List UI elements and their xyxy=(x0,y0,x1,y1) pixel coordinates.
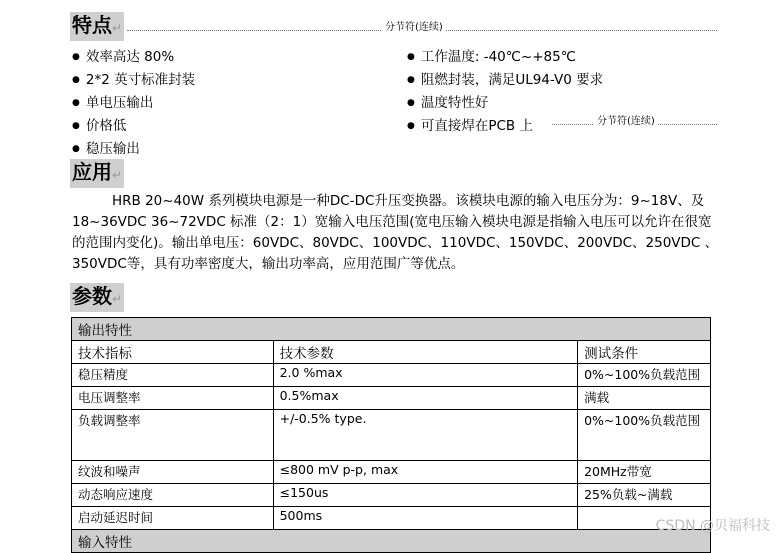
list-item: ● 温度特性好 xyxy=(407,93,603,116)
section-break-label: 分节符(连续) xyxy=(382,18,446,33)
table-cell: 输出特性 xyxy=(72,318,711,341)
table-row xyxy=(72,484,711,507)
table-cell: 0%~100%负载范围 xyxy=(578,364,711,387)
paragraph-mark-icon: ↵ xyxy=(112,292,123,306)
features-heading-text: 特点 xyxy=(72,13,112,37)
table-cell: ≤150us xyxy=(273,484,577,507)
list-item: ● 效率高达 80% xyxy=(72,47,195,70)
paragraph-line: 350VDC等，具有功率密度大，输出功率高，应用范围广等优点。 xyxy=(72,256,465,272)
table-group-row xyxy=(72,530,711,553)
list-item: ● 工作温度: -40℃~+85℃ xyxy=(407,47,603,70)
table-cell: 电压调整率 xyxy=(72,387,274,410)
paragraph-line: 的范围内变化)。输出单电压：60VDC、80VDC、100VDC、110VDC、150VDC、200VDC、250VDC 、 xyxy=(72,235,719,251)
paragraph-mark-icon: ↵ xyxy=(112,21,123,35)
table-cell: 20MHz带宽 xyxy=(578,461,711,484)
table-cell: 启动延迟时间 xyxy=(72,507,274,530)
table-row xyxy=(72,410,711,461)
table-cell: 动态响应速度 xyxy=(72,484,274,507)
list-item: ● 2*2 英寸标准封装 xyxy=(72,70,195,93)
list-item: ● 单电压输出 xyxy=(72,93,195,116)
table-cell: 输入特性 xyxy=(72,530,711,553)
table-group-row xyxy=(72,318,711,341)
table-row xyxy=(72,507,711,530)
table-cell: 纹波和噪声 xyxy=(72,461,274,484)
table-cell: 500ms xyxy=(273,507,577,530)
table-cell: ≤800 mV p-p, max xyxy=(273,461,577,484)
table-cell: 2.0 %max xyxy=(273,364,577,387)
table-cell: 稳压精度 xyxy=(72,364,274,387)
features-left-list xyxy=(72,47,195,162)
features-heading xyxy=(70,12,124,41)
paragraph-line: HRB 20~40W 系列模块电源是一种DC-DC升压变换器。该模块电源的输入电压分为：9~18V、及 xyxy=(112,193,705,209)
list-item: ● 稳压输出 xyxy=(72,139,195,162)
application-paragraph xyxy=(72,191,719,275)
list-item: ● 价格低 xyxy=(72,116,195,139)
section-break-right xyxy=(552,114,717,125)
features-right-list xyxy=(407,47,603,139)
table-cell: +/-0.5% type. xyxy=(273,410,577,461)
paragraph-line: 18~36VDC 36~72VDC 标准（2：1）宽输入电压范围(宽电压输入模块电源是指输入电压可以允许在很宽 xyxy=(72,214,712,230)
table-cell: 0%~100%负载范围 xyxy=(578,410,711,461)
params-heading xyxy=(70,283,124,312)
table-cell: 0.5%max xyxy=(273,387,577,410)
table-header-cell: 技术参数 xyxy=(273,341,577,364)
application-heading xyxy=(70,159,124,188)
watermark: CSDN @贝福科技 xyxy=(655,518,770,534)
table-header-row xyxy=(72,341,711,364)
table-header-cell: 技术指标 xyxy=(72,341,274,364)
paragraph-mark-icon: ↵ xyxy=(112,168,123,182)
table-row xyxy=(72,364,711,387)
params-heading-text: 参数 xyxy=(72,284,112,308)
table-cell: 25%负载~满载 xyxy=(578,484,711,507)
table-row xyxy=(72,387,711,410)
section-break-label: 分节符(连续) xyxy=(594,112,658,127)
list-item: ● 阻燃封装，满足UL94-V0 要求 xyxy=(407,70,603,93)
table-cell: 满载 xyxy=(578,387,711,410)
application-heading-text: 应用 xyxy=(72,160,112,184)
table-row xyxy=(72,461,711,484)
list-item: ● 可直接焊在PCB 上 xyxy=(407,116,603,139)
spec-table xyxy=(71,317,711,553)
section-break-top xyxy=(127,20,717,31)
table-header-cell: 测试条件 xyxy=(578,341,711,364)
table-cell: 负载调整率 xyxy=(72,410,274,461)
